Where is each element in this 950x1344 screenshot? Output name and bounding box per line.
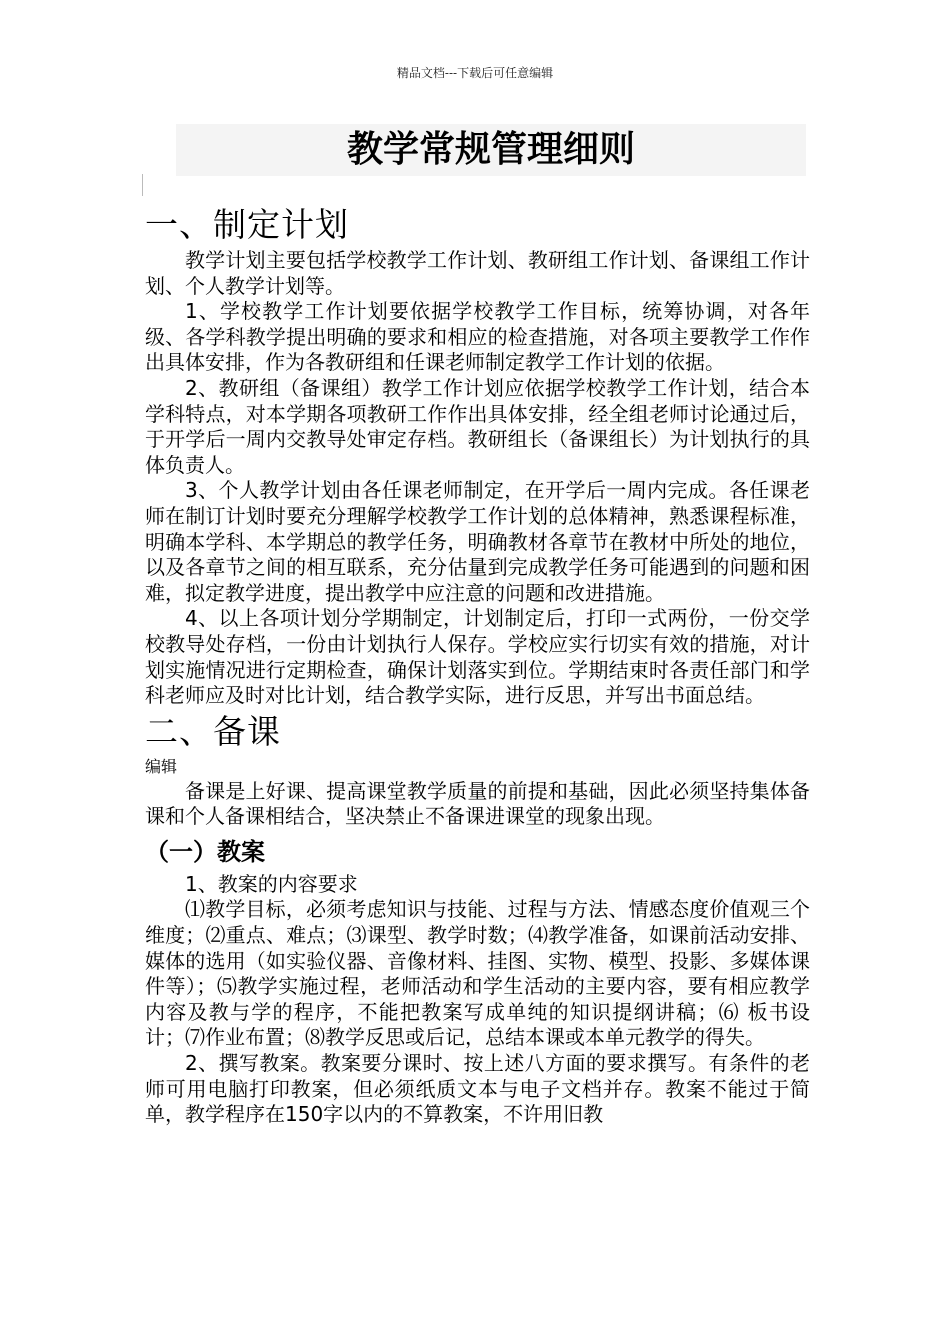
header-note: 精品文档---下载后可任意编辑 <box>396 66 554 80</box>
subsection-paragraph: 1、教案的内容要求 <box>185 871 358 896</box>
subsection-heading: （一）教案 <box>145 837 265 866</box>
section1-paragraph: 1、学校教学工作计划要依据学校教学工作目标，统筹协调，对各年级、各学科教学提出明确的要求和相应的检查措施，对各项主要教学工作作出具体安排，作为各教研组和任课老师制定教学工作计划的依据。 <box>145 299 810 375</box>
section2-heading: 二、备课 <box>145 711 281 751</box>
section1-paragraph: 教学计划主要包括学校教学工作计划、教研组工作计划、备课组工作计划、个人教学计划等。 <box>145 248 810 298</box>
margin-mark <box>142 174 143 196</box>
section1-heading: 一、制定计划 <box>145 205 349 244</box>
section1-paragraph: 2、教研组（备课组）教学工作计划应依据学校教学工作计划，结合本学科特点，对本学期各项教研工作作出具体安排，经全组老师讨论通过后，于开学后一周内交教导处审定存档。教研组长（备课组长）为计划执行的具体负责人。 <box>145 375 810 477</box>
edit-label: 编辑 <box>145 756 178 776</box>
section2-intro: 备课是上好课、提高课堂教学质量的前提和基础，因此必须坚持集体备课和个人备课相结合，坚决禁止不备课进课堂的现象出现。 <box>145 778 810 829</box>
subsection-paragraph: 2、撰写教案。教案要分课时、按上述八方面的要求撰写。有条件的老师可用电脑打印教案，但必须纸质文本与电子文档并存。教案不能过于简单，教学程序在150字以内的不算教案，不许用旧教 <box>145 1051 810 1127</box>
document-title: 教学常规管理细则 <box>346 129 635 170</box>
subsection-paragraph: ⑴教学目标，必须考虑知识与技能、过程与方法、情感态度价值观三个维度；⑵重点、难点；⑶课型、教学时数；⑷教学准备，如课前活动安排、媒体的选用（如实验仪器、音像材料、挂图、实物、模型、投影、多媒体课件等）；⑸教学实施过程，老师活动和学生活动的主要内容，要有相应教学内容及教与学的程序，不能把教案写成单纯的知识提纲讲稿；⑹ 板书设计；⑺作业布置；⑻教学反思或后记，总结本课或本单元教学的得失。 <box>145 897 810 1050</box>
section1-paragraph: 4、以上各项计划分学期制定，计划制定后，打印一式两份，一份交学校教导处存档，一份由计划执行人保存。学校应实行切实有效的措施，对计划实施情况进行定期检查，确保计划落实到位。学期结束时各责任部门和学科老师应及时对比计划，结合教学实际，进行反思，并写出书面总结。 <box>145 606 810 708</box>
section1-paragraph: 3、个人教学计划由各任课老师制定，在开学后一周内完成。各任课老师在制订计划时要充分理解学校教学工作计划的总体精神，熟悉课程标准，明确本学科、本学期总的教学任务，明确教材各章节在教材中所处的地位，以及各章节之间的相互联系，充分估量到完成教学任务可能遇到的问题和困难，拟定教学进度，提出教学中应注意的问题和改进措施。 <box>145 478 810 605</box>
document-body <box>145 202 810 1128</box>
